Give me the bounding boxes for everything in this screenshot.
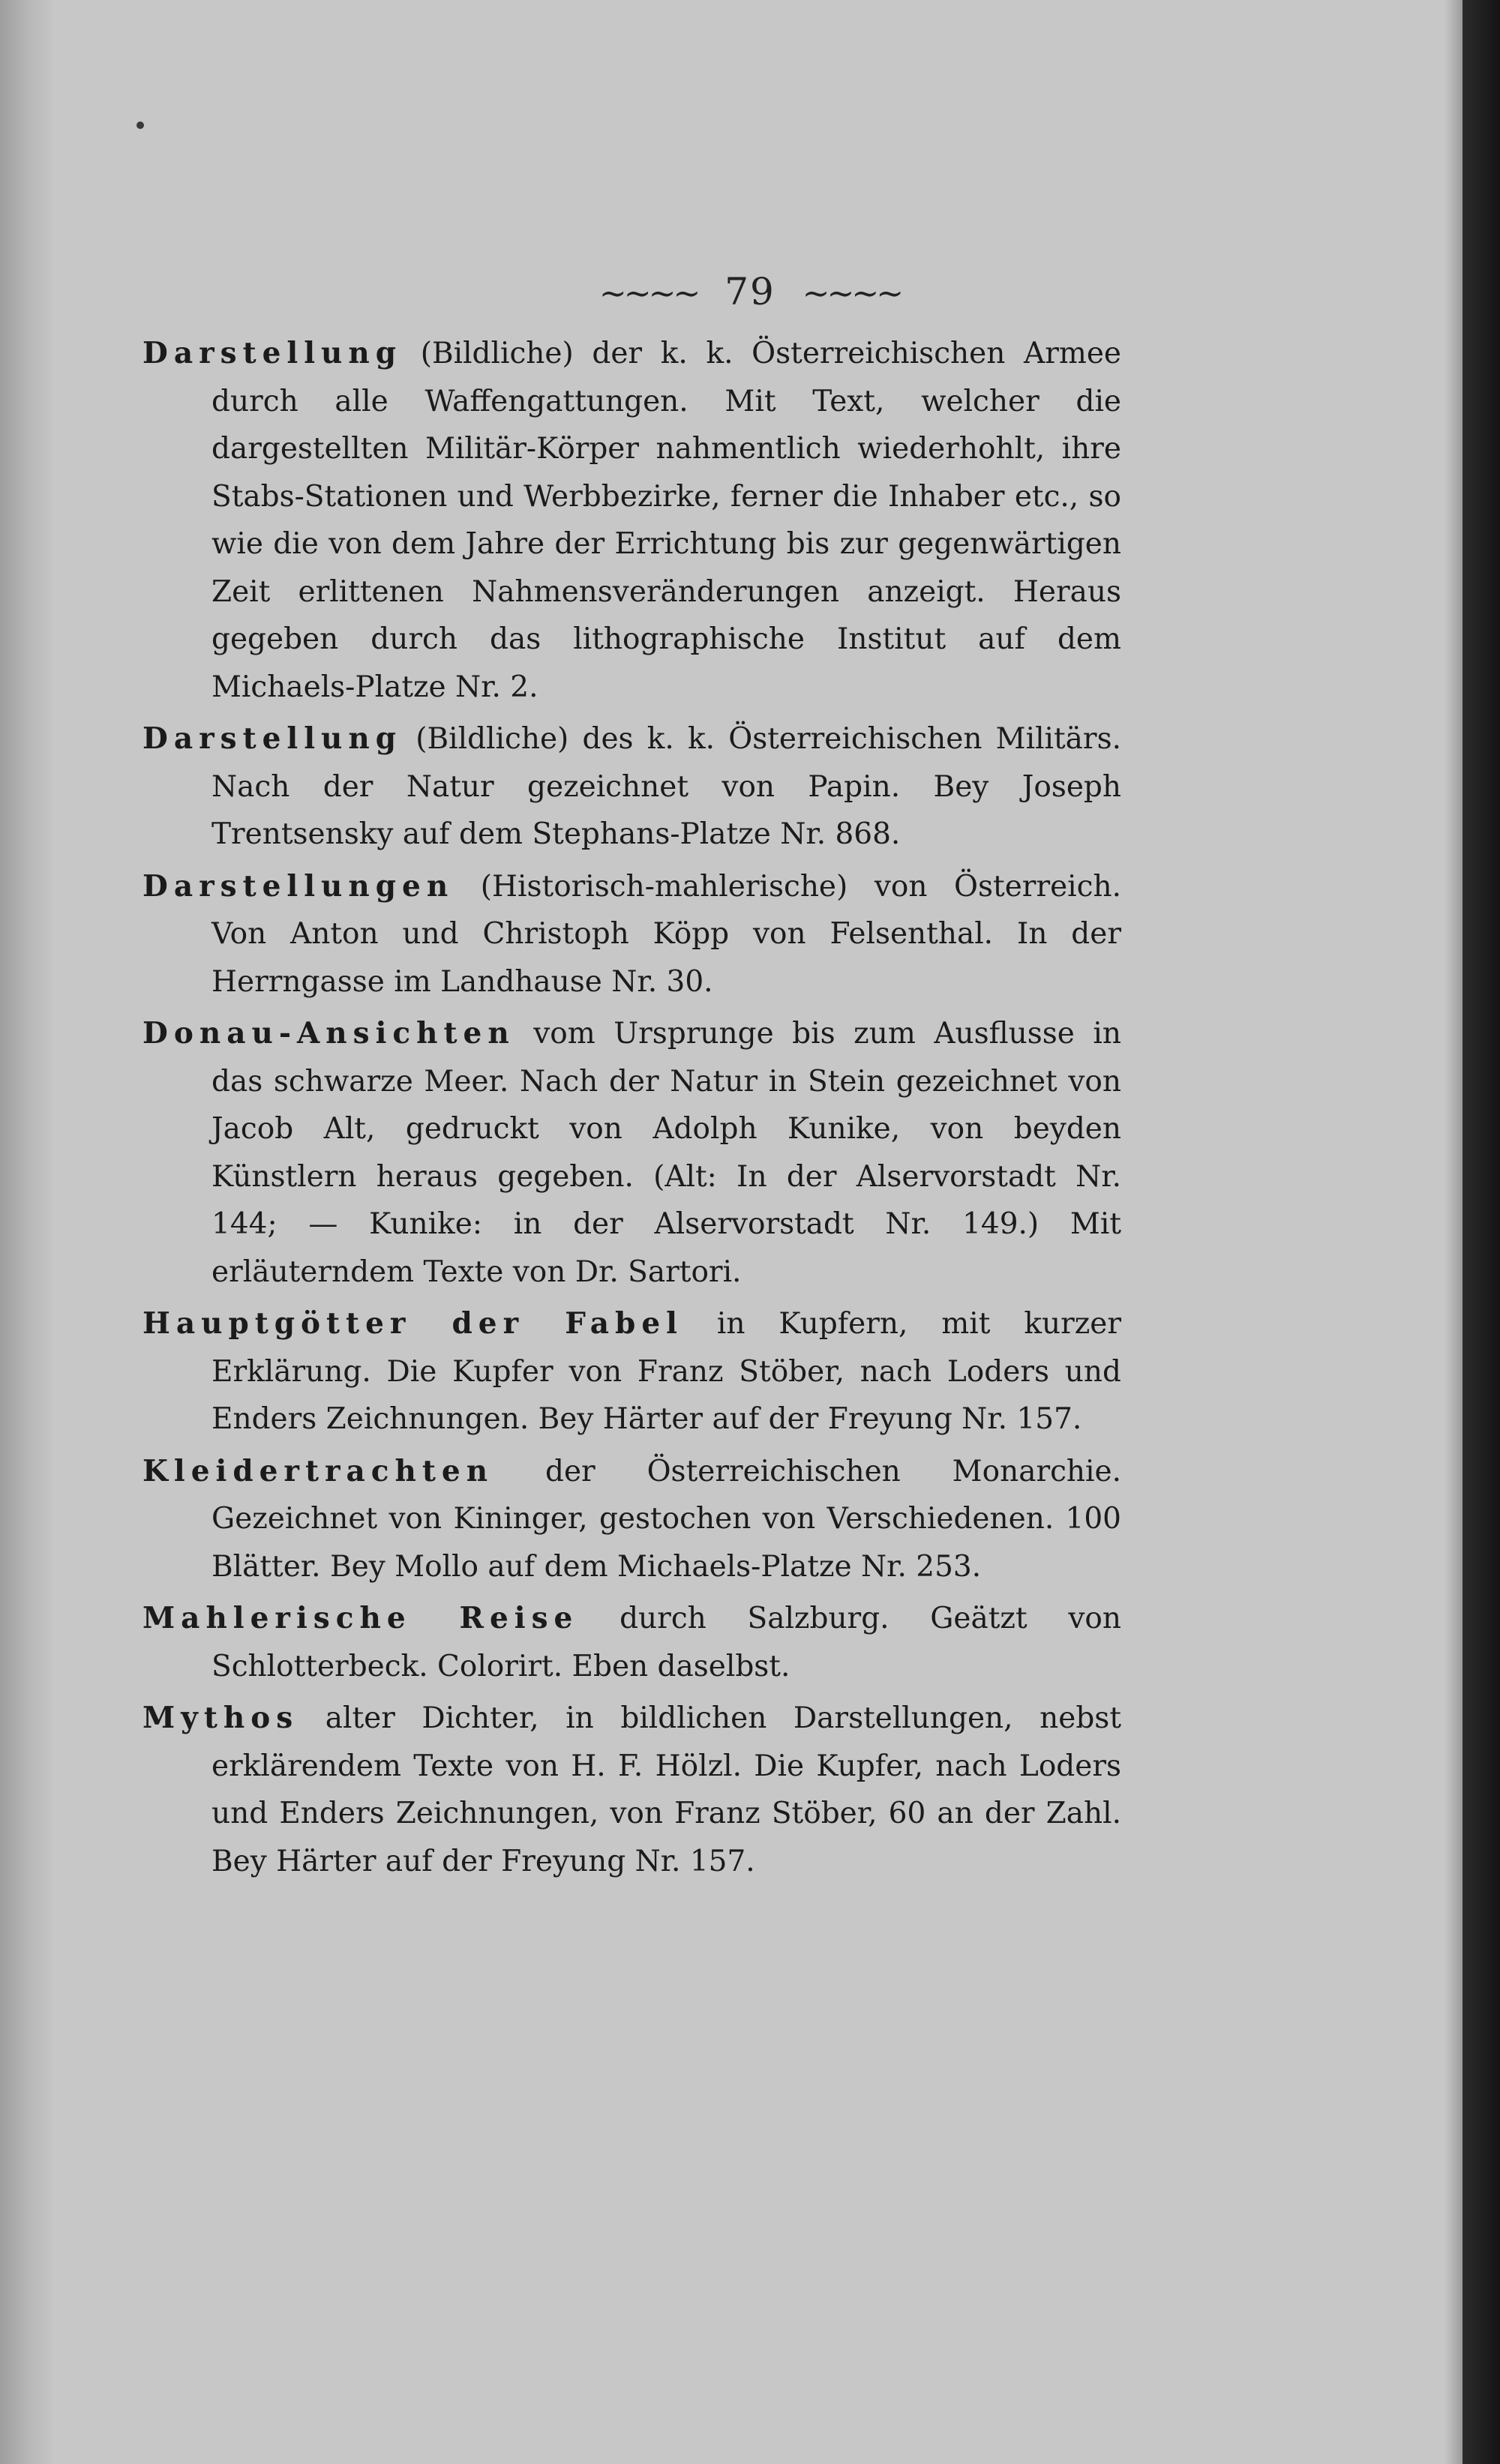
entry-keyword: Darstellung [142,336,403,370]
entry-hauptgoetter [142,1300,1121,1443]
entry-keyword: Donau-Ansichten [142,1016,515,1051]
entry-keyword: Mythos [142,1701,299,1735]
entry-keyword: Hauptgötter der Fabel [142,1306,683,1341]
entry-text: durch Salzburg. Geätzt von Schlotterbeck. Colorirt. Eben daselbst. [212,1602,1121,1683]
page-edge [1462,0,1500,2464]
entry-darstellung-militaer [142,715,1121,859]
entry-keyword: Mahlerische Reise [142,1601,579,1635]
page-shadow [1444,0,1462,2464]
entry-kleidertrachten [142,1448,1121,1591]
entry-text: (Bildliche) der k. k. Österreichischen Armee durch alle Waffengattungen. Mit Text, welcher die dargestellten Militär-Körper nahmentlich wiederhohlt, ihre Stabs-Stationen und Werbbezirke, ferner die Inhaber etc., so wie die von dem Jahre der Errichtung bis zur gegenwärtigen Zeit erlittenen Nahmensveränderungen anzeigt. Heraus gegeben durch das lithographische Institut auf dem Michaels-Platze Nr. 2. [212,337,1121,704]
page-header [0,270,1500,313]
ornament-right: ~~~~ [802,274,902,313]
entry-text: vom Ursprunge bis zum Ausflusse in das schwarze Meer. Nach der Natur in Stein gezeichnet von Jacob Alt, gedruckt von Adolph Kunike, von beyden Künstlern heraus gegeben. (Alt: In der Alservorstadt Nr. 144; — Kunike: in der Alservorstadt Nr. 149.) Mit erläuterndem Texte von Dr. Sartori. [212,1017,1121,1289]
entry-text: in Kupfern, mit kurzer Erklärung. Die Kupfer von Franz Stöber, nach Loders und Enders Zeichnungen. Bey Härter auf der Freyung Nr. 157. [212,1307,1121,1436]
entry-darstellungen-oesterreich [142,863,1121,1006]
page-number: 79 [724,270,776,313]
entry-mythos [142,1695,1121,1885]
entry-keyword: Darstellung [142,721,403,756]
entry-text: (Bildliche) des k. k. Österreichischen Militärs. Nach der Natur gezeichnet von Papin. Bey Joseph Trentsensky auf dem Stephans-Platze Nr. 868. [212,722,1121,851]
entry-text: der Österreichischen Monarchie. Gezeichnet von Kininger, gestochen von Verschiedenen. 100 Blätter. Bey Mollo auf dem Michaels-Platze Nr. 253. [212,1454,1121,1584]
ink-spot [136,121,144,129]
catalog-entries [142,330,1121,1890]
entry-keyword: Kleidertrachten [142,1453,494,1488]
entry-keyword: Darstellungen [142,868,454,904]
entry-mahlerische-reise [142,1595,1121,1690]
entry-darstellung-armee [142,330,1121,711]
ornament-left: ~~~~ [598,274,698,313]
page-gutter [0,0,52,2464]
entry-donau-ansichten [142,1010,1121,1296]
entry-text: (Historisch-mahlerische) von Österreich. Von Anton und Christoph Köpp von Felsenthal. In der Herrngasse im Landhause Nr. 30. [212,869,1121,999]
entry-text: alter Dichter, in bildlichen Darstellungen, nebst erklärendem Texte von H. F. Hölzl. Die Kupfer, nach Loders und Enders Zeichnungen, von Franz Stöber, 60 an der Zahl. Bey Härter auf der Freyung Nr. 157. [212,1701,1121,1878]
